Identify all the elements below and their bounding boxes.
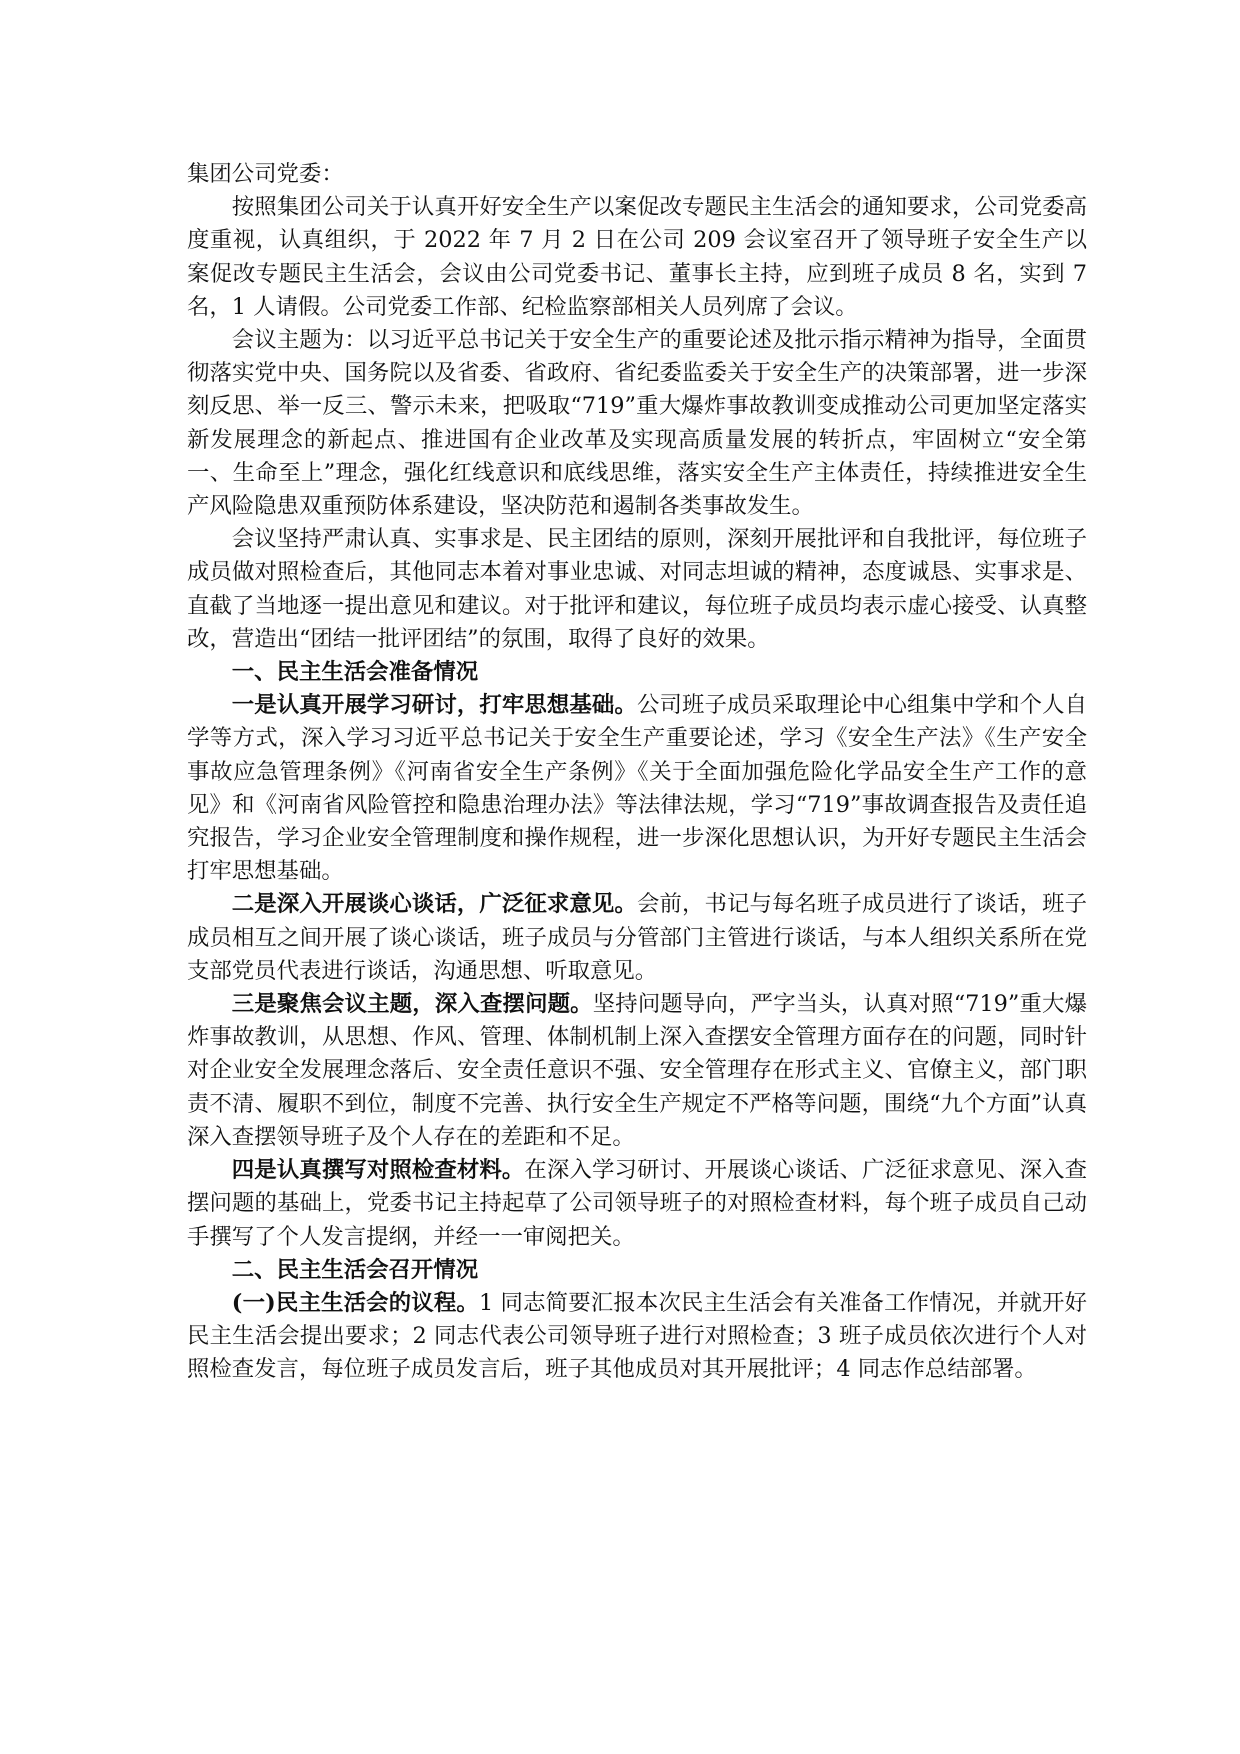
paragraph-agenda	[187, 1287, 1087, 1387]
section-heading-convening: 二、民主生活会召开情况	[231, 1256, 479, 1283]
paragraph-prep-study	[187, 689, 1087, 888]
paragraph-meeting-theme: 会议主题为：以习近平总书记关于安全生产的重要论述及批示指示精神为指导，全面贯彻落实党中央、国务院以及省委、省政府、省纪委监委关于安全生产的决策部署，进一步深刻反思、举一反三、警示未来，把吸取“719”重大爆炸事故教训变成推动公司更加坚定落实新发展理念的新起点、推进国有企业改革及实现高质量发展的转折点，牢固树立“安全第一、生命至上”理念，强化红线意识和底线思维，落实安全生产主体责任，持续推进安全生产风险隐患双重预防体系建设，坚决防范和遏制各类事故发生。	[187, 327, 1087, 520]
paragraph-prep-materials	[187, 1154, 1087, 1254]
body-text: 会前，书记与每名班子成员进行了谈话，班子成员相互之间开展了谈心谈话，班子成员与分管部门主管进行谈话，与本人组织关系所在党支部党员代表进行谈话，沟通思想、听取意见。	[187, 891, 1088, 984]
lead-text: 二是深入开展谈心谈话，广泛征求意见。	[231, 891, 637, 918]
lead-text: 三是聚焦会议主题，深入查摆问题。	[231, 991, 593, 1018]
lead-text: 一是认真开展学习研讨，打牢思想基础。	[231, 692, 637, 719]
body-text: 1 同志简要汇报本次民主生活会有关准备工作情况，并就开好民主生活会提出要求；2 同志代表公司领导班子进行对照检查；3 班子成员依次进行个人对照检查发言，每位班子成员发言后，班子其他成员对其开展批评；4 同志作总结部署。	[187, 1289, 1087, 1383]
paragraph-meeting-principle: 会议坚持严肃认真、实事求是、民主团结的原则，深刻开展批评和自我批评，每位班子成员做对照检查后，其他同志本着对事业忠诚、对同志坦诚的精神，态度诚恳、实事求是、直截了当地逐一提出意见和建议。对于批评和建议，每位班子成员均表示虚心接受、认真整改，营造出“团结一批评团结”的氛围，取得了良好的效果。	[187, 526, 1087, 652]
section-heading-preparation: 一、民主生活会准备情况	[231, 659, 479, 686]
salutation: 集团公司党委：	[187, 161, 344, 187]
lead-text: (一)民主生活会的议程。	[231, 1289, 479, 1316]
document-body	[187, 158, 1087, 1387]
body-text: 坚持问题导向，严字当头，认真对照“719”重大爆炸事故教训，从思想、作风、管理、体制机制上深入查摆安全管理方面存在的问题，同时针对企业安全发展理念落后、安全责任意识不强、安全管理存在形式主义、官僚主义，部门职责不清、履职不到位，制度不完善、执行安全生产规定不严格等问题，围绕“九个方面”认真深入查摆领导班子及个人存在的差距和不足。	[187, 991, 1087, 1150]
paragraph-prep-problems	[187, 988, 1087, 1154]
paragraph-prep-talks	[187, 888, 1087, 988]
lead-text: 四是认真撰写对照检查材料。	[231, 1157, 525, 1184]
paragraph-meeting-overview: 按照集团公司关于认真开好安全生产以案促改专题民主生活会的通知要求，公司党委高度重视，认真组织，于 2022 年 7 月 2 日在公司 209 会议室召开了领导班子安全生产以案促改专题民主生活会，会议由公司党委书记、董事长主持，应到班子成员 8 名，实到 7 名，1 人请假。公司党委工作部、纪检监察部相关人员列席了会议。	[187, 194, 1087, 320]
body-text: 公司班子成员采取理论中心组集中学和个人自学等方式，深入学习习近平总书记关于安全生产重要论述，学习《安全生产法》《生产安全事故应急管理条例》《河南省安全生产条例》《关于全面加强危险化学品安全生产工作的意见》和《河南省风险管控和隐患治理办法》等法律法规，学习“719”事故调查报告及责任追究报告，学习企业安全管理制度和操作规程，进一步深化思想认识，为开好专题民主生活会打牢思想基础。	[187, 692, 1088, 885]
body-text: 在深入学习研讨、开展谈心谈话、广泛征求意见、深入查摆问题的基础上，党委书记主持起草了公司领导班子的对照检查材料，每个班子成员自己动手撰写了个人发言提纲，并经一一审阅把关。	[187, 1157, 1088, 1250]
